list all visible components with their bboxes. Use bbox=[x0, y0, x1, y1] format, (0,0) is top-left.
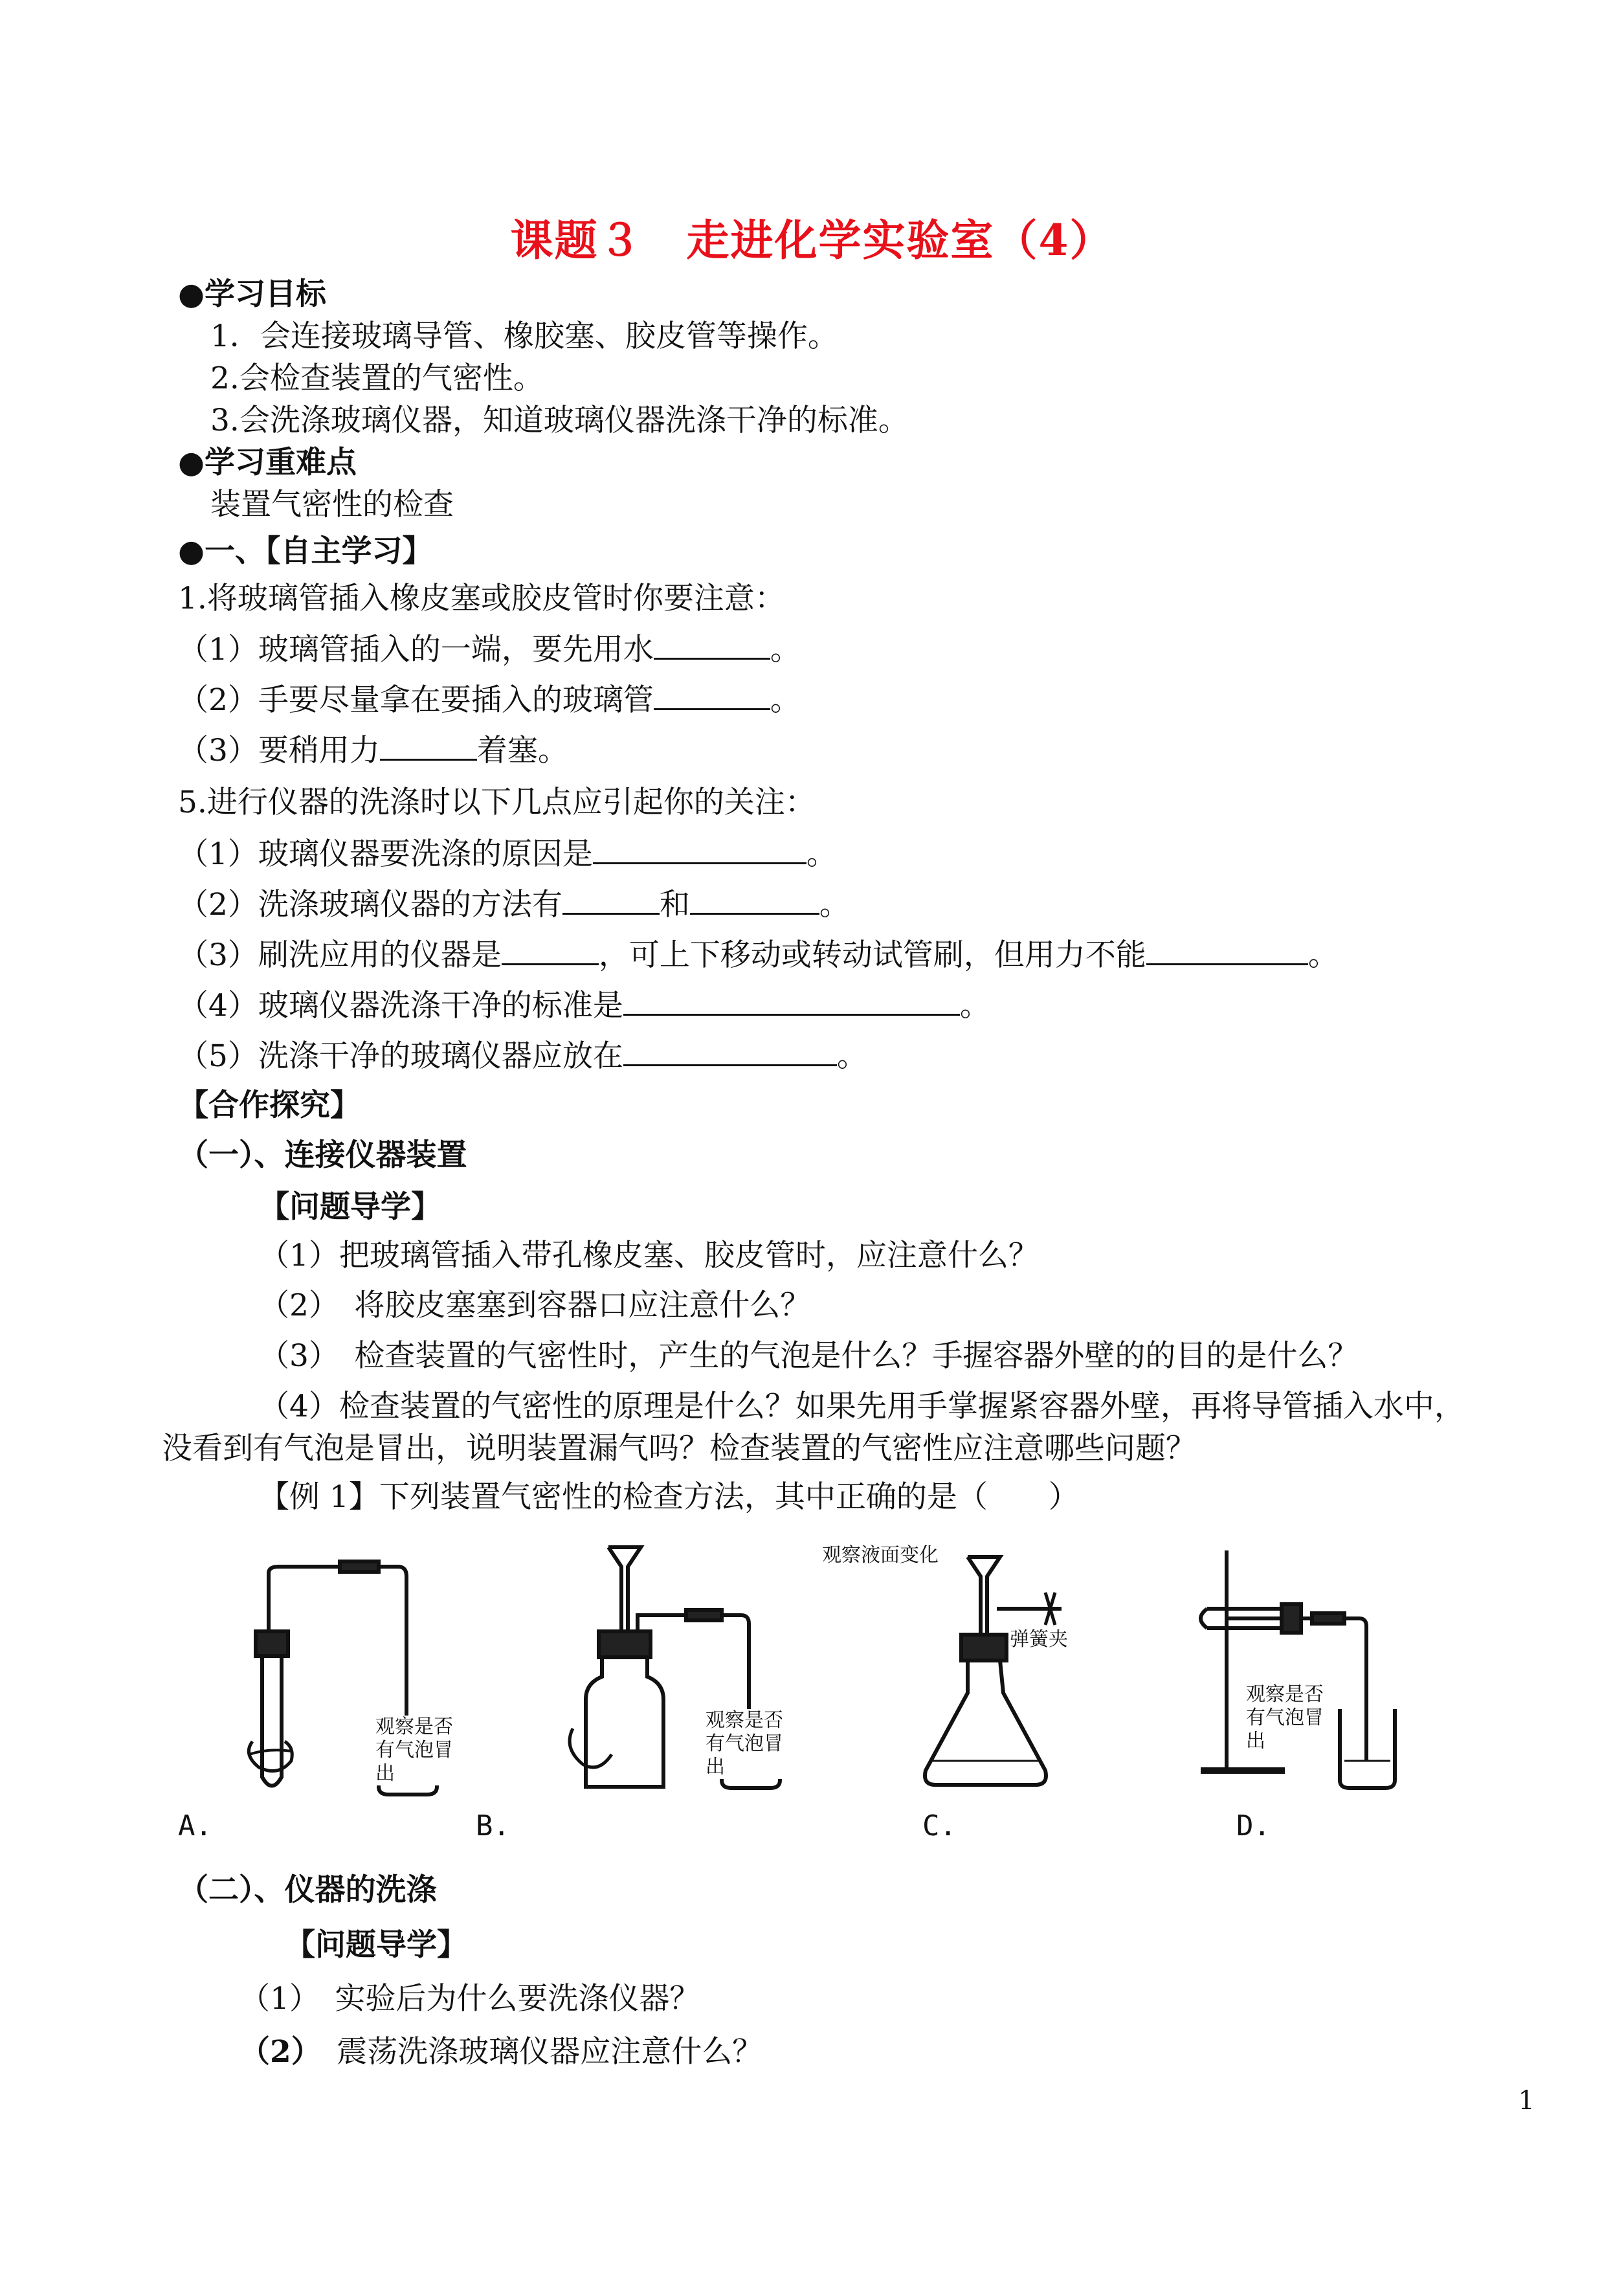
part1-q4-line2: 没看到有气泡是冒出，说明装置漏气吗？检查装置的气密性应注意哪些问题？ bbox=[162, 1431, 1196, 1466]
figure-a bbox=[233, 1554, 492, 1800]
goal-item-2: 2.会检查装置的气密性。 bbox=[210, 361, 544, 396]
q5-item-3: （3）刷洗应用的仪器是 ，可上下移动或转动试管刷，但用力不能 。 bbox=[178, 935, 1339, 975]
answer-blank[interactable] bbox=[1146, 935, 1308, 965]
answer-blank[interactable] bbox=[623, 1036, 837, 1066]
figure-c-label-2: 弹簧夹 bbox=[1010, 1628, 1068, 1651]
keypoints-text: 装置气密性的检查 bbox=[210, 487, 454, 522]
q5-item-4: （4）玻璃仪器洗涤干净的标准是 。 bbox=[178, 985, 990, 1025]
figure-c bbox=[822, 1544, 1094, 1803]
q5-item-1: （1）玻璃仪器要洗涤的原因是 。 bbox=[178, 834, 837, 874]
goals-heading: ●学习目标 bbox=[178, 276, 327, 312]
option-a[interactable]: A. bbox=[178, 1809, 212, 1842]
q5-item-5: （5）洗涤干净的玻璃仪器应放在 。 bbox=[178, 1036, 867, 1076]
part1-q3: （3） 检查装置的气密性时，产生的气泡是什么？手握容器外壁的的目的是什么？ bbox=[259, 1338, 1359, 1374]
q5-item-2: （2）洗涤玻璃仪器的方法有 和 。 bbox=[178, 884, 850, 924]
coop-heading: 【合作探究】 bbox=[178, 1088, 361, 1123]
answer-blank[interactable] bbox=[380, 730, 477, 761]
example-1: 【例 1】下列装置气密性的检查方法，其中正确的是（ ） bbox=[259, 1479, 1079, 1515]
part1-q1: （1）把玻璃管插入带孔橡皮塞、胶皮管时，应注意什么？ bbox=[259, 1238, 1039, 1273]
q1-item-2: （2）手要尽量拿在要插入的玻璃管 。 bbox=[178, 680, 801, 720]
answer-blank[interactable] bbox=[654, 629, 770, 660]
part2-heading: （二）、仪器的洗涤 bbox=[178, 1872, 437, 1908]
answer-blank[interactable] bbox=[562, 884, 660, 915]
figure-b bbox=[547, 1541, 806, 1800]
q1-stem: 1.将玻璃管插入橡皮塞或胶皮管时你要注意： bbox=[178, 581, 785, 616]
goal-item-1: 1．会连接玻璃导管、橡胶塞、胶皮管等操作。 bbox=[210, 319, 838, 354]
page-number: 1 bbox=[1518, 2086, 1535, 2116]
page-title: 课题３ 走进化学实验室（4） bbox=[510, 215, 1114, 265]
part2-q1: （1） 实验后为什么要洗涤仪器？ bbox=[239, 1981, 700, 2017]
answer-blank[interactable] bbox=[623, 985, 960, 1016]
q1-item-3: （3）要稍用力 着塞。 bbox=[178, 730, 568, 770]
figure-d-label: 观察是否有气泡冒出 bbox=[1246, 1683, 1330, 1753]
answer-blank[interactable] bbox=[654, 680, 770, 710]
figure-c-label-1: 观察液面变化 bbox=[822, 1544, 939, 1567]
option-d[interactable]: D. bbox=[1236, 1809, 1271, 1842]
figure-a-label: 观察是否有气泡冒出 bbox=[375, 1716, 460, 1785]
part2-guide: 【问题导学】 bbox=[285, 1927, 467, 1963]
answer-blank[interactable] bbox=[593, 834, 806, 864]
figure-b-label: 观察是否有气泡冒出 bbox=[706, 1709, 790, 1779]
part2-q2: （2） 震荡洗涤玻璃仪器应注意什么？ bbox=[239, 2034, 763, 2070]
answer-blank[interactable] bbox=[502, 935, 599, 965]
keypoints-heading: ●学习重难点 bbox=[178, 445, 357, 480]
part1-heading: （一）、连接仪器装置 bbox=[178, 1137, 467, 1173]
option-c[interactable]: C. bbox=[922, 1809, 957, 1842]
self-study-heading: ●一、【自主学习】 bbox=[178, 533, 433, 569]
part1-guide: 【问题导学】 bbox=[259, 1189, 441, 1225]
goal-item-3: 3.会洗涤玻璃仪器，知道玻璃仪器洗涤干净的标准。 bbox=[210, 403, 909, 438]
figure-d bbox=[1188, 1547, 1408, 1793]
part1-q2: （2） 将胶皮塞塞到容器口应注意什么？ bbox=[259, 1288, 811, 1323]
answer-blank[interactable] bbox=[690, 884, 819, 915]
option-b[interactable]: B. bbox=[476, 1809, 510, 1842]
q1-item-1: （1）玻璃管插入的一端，要先用水 。 bbox=[178, 629, 801, 669]
part1-q4-line1: （4）检查装置的气密性的原理是什么？如果先用手掌握紧容器外壁，再将导管插入水中， bbox=[259, 1389, 1465, 1424]
q5-stem: 5.进行仪器的洗涤时以下几点应引起你的关注： bbox=[178, 785, 816, 820]
